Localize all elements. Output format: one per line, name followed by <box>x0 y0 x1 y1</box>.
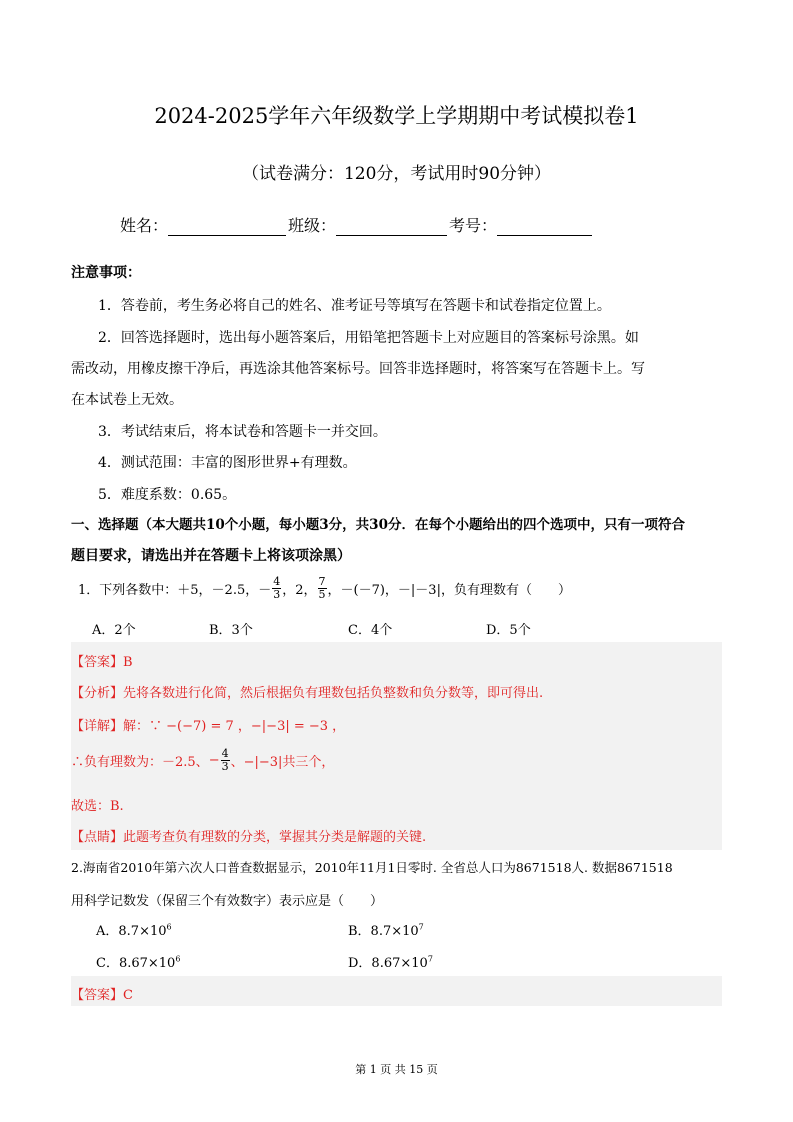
section-heading-cont: 题目要求，请选出并在答题卡上将该项涂黑） <box>71 548 351 564</box>
name-label: 姓名： <box>120 216 169 235</box>
analysis-q1: 【分析】先将各数进行化简，然后根据负有理数包括负整数和负分数等，即可得出. <box>71 686 544 701</box>
option-b[interactable]: B．$8.7\times 10^7$ <box>348 922 424 939</box>
fraction: $\frac{4}{3}$ <box>273 575 281 601</box>
student-info-row <box>120 213 594 236</box>
notice-item: 2．回答选择题时，选出每小题答案后，用铅笔把答题卡上对应题目的答案标号涂黑。如 <box>98 330 639 346</box>
question-2-stem-cont: 用科学记数发（保留三个有效数字）表示应是（ ） <box>71 894 384 909</box>
notice-item: 5．难度系数：0.65。 <box>98 487 237 503</box>
notice-item: 3．考试结束后，将本试卷和答题卡一并交回。 <box>98 424 387 440</box>
answer-box-q2 <box>71 976 722 1006</box>
id-label: 考号： <box>449 216 498 235</box>
question-2-stem: 2.海南省2010年第六次人口普查数据显示，2010年11月1日零时. 全省总人口为8671518人. 数据8671518 <box>71 860 673 875</box>
notice-item: 1．答卷前，考生务必将自己的姓名、准考证号等填写在答题卡和试卷指定位置上。 <box>98 298 611 314</box>
option-d[interactable]: D．5个 <box>486 623 531 638</box>
answer-q2: 【答案】C <box>71 988 133 1003</box>
page-title: 2024-2025学年六年级数学上学期期中考试模拟卷1 <box>154 104 639 128</box>
notice-item: 4．测试范围：丰富的图形世界+有理数。 <box>98 455 357 471</box>
class-label: 班级： <box>288 216 337 235</box>
result-q1: ∴负有理数为：－2.5、 − $\frac{4}{3}$ 、−|−3|共三个， <box>71 747 335 773</box>
comment-q1: 【点睛】此题考查负有理数的分类，掌握其分类是解题的关键. <box>71 830 427 845</box>
detail-q1: 【详解】解：∵ −(−7) = 7 ，−|−3| = −3 ， <box>71 719 346 734</box>
page-footer: 第 1 页 共 15 页 <box>355 1063 438 1076</box>
option-a[interactable]: A．2个 <box>92 623 136 638</box>
fraction: $\frac{4}{3}$ <box>221 747 229 773</box>
section-heading: 一、选择题（本大题共10个小题，每小题3分，共30分．在每个小题给出的四个选项中，只有一项符合 <box>71 517 685 533</box>
option-c[interactable]: C．4个 <box>348 623 393 638</box>
option-b[interactable]: B．3个 <box>209 623 253 638</box>
fraction: $\frac{7}{5}$ <box>318 575 326 601</box>
option-d[interactable]: D．$8.67\times 10^7$ <box>348 954 433 971</box>
notice-item: 在本试卷上无效。 <box>71 392 183 408</box>
option-a[interactable]: A．$8.7\times 10^6$ <box>96 922 172 939</box>
name-field[interactable] <box>168 217 286 236</box>
notice-item: 需改动，用橡皮擦干净后，再选涂其他答案标号。回答非选择题时，将答案写在答题卡上。写 <box>71 361 645 377</box>
option-c[interactable]: C．$8.67\times 10^6$ <box>96 954 181 971</box>
class-field[interactable] <box>336 217 447 236</box>
choose-q1: 故选：B. <box>71 799 124 814</box>
answer-box-q1 <box>71 642 722 850</box>
notice-heading: 注意事项： <box>71 265 141 281</box>
exam-subtitle: （试卷满分：120分，考试用时90分钟） <box>241 164 552 184</box>
question-1-stem: 1．下列各数中：＋5，－2.5， － $\frac{4}{3}$ ，2， $\frac{7}{5}$ ，－(－7)，－|－3|，负有理数有（ ） <box>78 575 571 601</box>
id-field[interactable] <box>497 217 592 236</box>
answer-q1: 【答案】B <box>71 655 133 670</box>
